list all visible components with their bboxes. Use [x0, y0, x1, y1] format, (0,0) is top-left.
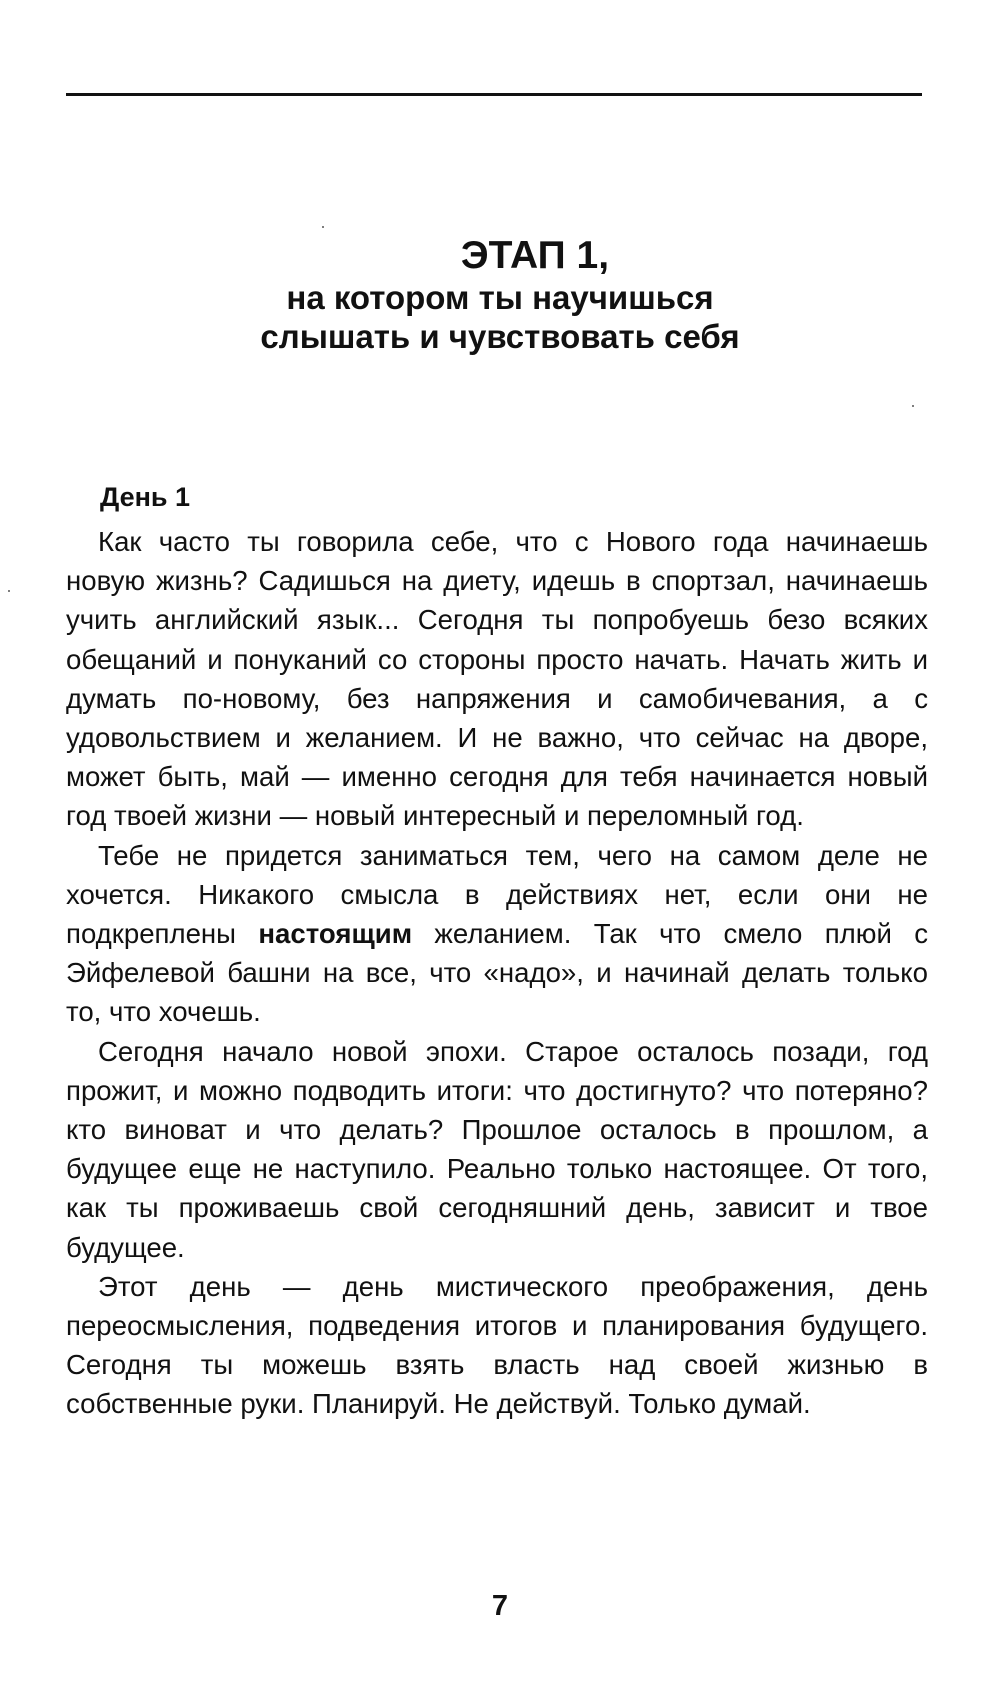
paragraph-2-text-end: желанием. Так что смело плюй с Эйфелевой башни на все, что «надо», и начинай делать только то, что хочешь. — [66, 918, 928, 1028]
section-title: День 1 — [100, 482, 191, 512]
chapter-subtitle-line-2: слышать и чувствовать себя — [260, 317, 740, 355]
paragraph-2-emphasis: настоящим — [258, 918, 413, 950]
body-text — [66, 522, 928, 1424]
scan-speck — [8, 590, 10, 592]
scan-speck — [322, 226, 324, 228]
paragraph-2 — [66, 836, 928, 1032]
scan-speck — [912, 405, 914, 407]
chapter-subtitle-line-1: на котором ты научишься — [286, 279, 714, 317]
paragraph-4: Этот день — день мистического преображения, день переосмысления, подведения итогов и планирования будущего. Сегодня ты можешь взять власть над своей жизнью в собственные руки. Планируй. Не действуй. Только думай. — [66, 1270, 928, 1420]
top-rule-divider — [66, 93, 922, 96]
paragraph-2-text-start: Тебе не придется заниматься тем, чего на самом деле не хочется. Никакого смысла в действиях нет, если они не подкреплены — [66, 839, 928, 950]
chapter-heading — [150, 233, 850, 357]
paragraph-3: Сегодня начало новой эпохи. Старое осталось позади, год прожит, и можно подводить итоги: что достигнуто? что потеряно? кто виноват и что делать? Прошлое осталось в прошлом, а будущее еще не наступило. Реально только настоящее. От того, как ты проживаешь свой сегодняшний день, зависит и твое будущее. — [66, 1035, 928, 1263]
chapter-number: ЭТАП 1, — [460, 234, 610, 277]
paragraph-1: Как часто ты говорила себе, что с Нового года начинаешь новую жизнь? Садишься на диету, идешь в спортзал, начинаешь учить английский язык... Сегодня ты попробуешь безо всяких обещаний и понуканий со стороны просто начать. Начать жить и думать по-новому, без напряжения и самобичевания, а с удовольствием и желанием. И не важно, что сейчас на дворе, может быть, май — именно сегодня для тебя начинается новый год твоей жизни — новый интересный и переломный год. — [66, 526, 928, 832]
page-number: 7 — [491, 1590, 509, 1622]
